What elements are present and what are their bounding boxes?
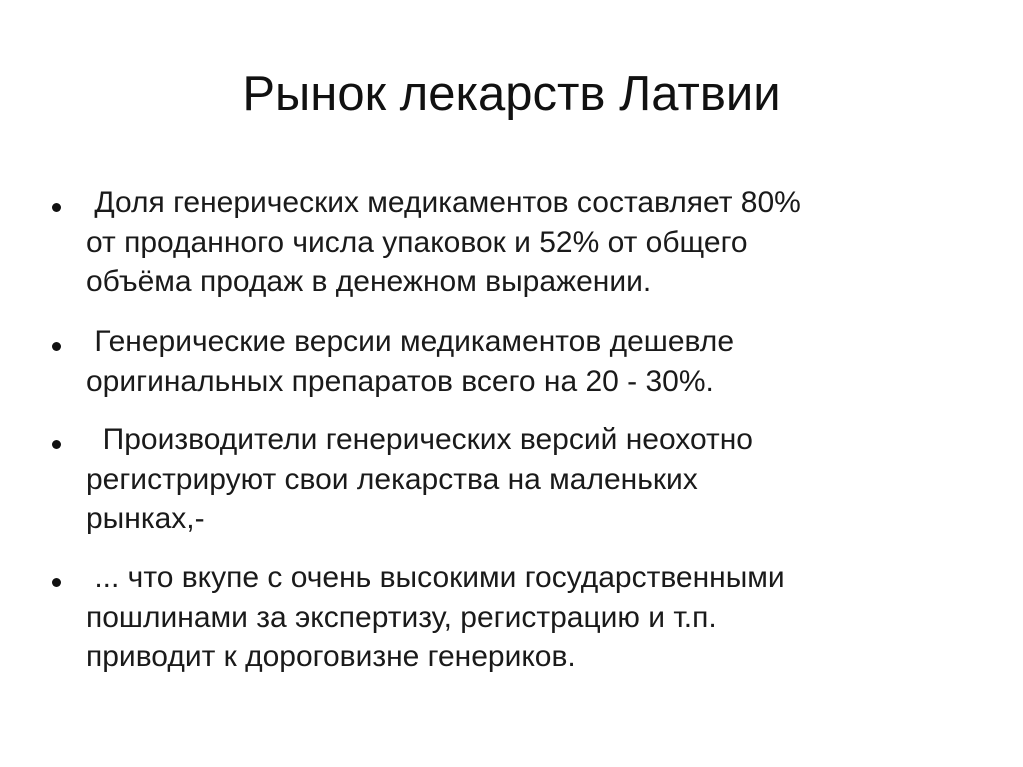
bullet-text: Генерические версии медикаментов дешевле оригинальных препаратов всего на 20 - 30%. [86, 325, 734, 398]
bullet-dot-icon [52, 203, 61, 212]
bullet-dot-icon [52, 578, 61, 587]
bullet-dot-icon [52, 342, 61, 351]
slide-title: Рынок лекарств Латвии [242, 67, 781, 121]
bullet-text: Производители генерических версий неохотно регистрируют свои лекарства на маленьких рынках,- [86, 423, 753, 535]
bullet-dot-icon [52, 440, 61, 449]
bullet-text: ... что вкупе с очень высокими государственными пошлинами за экспертизу, регистрацию и т.п. приводит к дороговизне генериков. [86, 561, 785, 673]
bullet-text: Доля генерических медикаментов составляет 80% от проданного числа упаковок и 52% от общего объёма продаж в денежном выражении. [86, 186, 801, 298]
